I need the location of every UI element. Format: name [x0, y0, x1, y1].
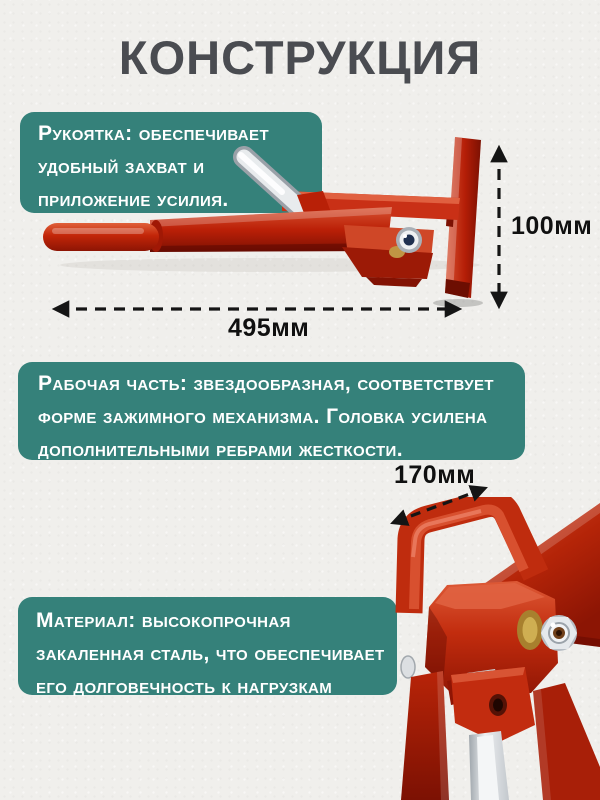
height-dimension-label: 100мм	[511, 212, 593, 240]
head-right-prong	[533, 683, 600, 800]
head-hex-nut	[541, 615, 577, 651]
length-dimension-label: 495мм	[228, 314, 310, 342]
pivot-mechanism	[342, 225, 434, 287]
callout-working-part-line-3: дополнительными ребрами жесткости.	[38, 438, 403, 461]
head-clevis	[451, 667, 535, 743]
tool-closeup-image	[383, 497, 600, 800]
brass-bushing-core	[523, 617, 538, 643]
callout-handle-line-3: приложение усилия.	[38, 188, 229, 211]
callout-working-part	[18, 362, 525, 460]
head-left-prong	[401, 671, 449, 800]
callout-material-line-2: закаленная сталь, что обеспечивает	[36, 642, 385, 665]
callout-material	[18, 597, 397, 698]
head-width-dimension-label: 170мм	[394, 461, 476, 489]
callout-material-line-3: его долговечность к нагрузкам	[36, 675, 333, 698]
pivot-nut	[396, 227, 422, 253]
callout-material-line-1: Материал: высокопрочная	[36, 609, 291, 632]
chrome-rod	[469, 731, 509, 800]
tool-full-image	[30, 135, 490, 310]
head-width-dimension-arrow	[386, 480, 494, 530]
bolt-tip	[401, 656, 415, 678]
grip-handle	[43, 223, 159, 251]
callout-working-part-line-1: Рабочая часть: звездообразная, соответствует	[38, 372, 494, 395]
callout-working-part-line-2: форме зажимного механизма. Головка усилена	[38, 405, 488, 428]
page-title: КОНСТРУКЦИЯ	[118, 31, 482, 84]
callout-handle-line-1: Рукоятка: обеспечивает	[38, 122, 270, 145]
callout-handle-line-2: удобный захват и	[38, 155, 205, 178]
